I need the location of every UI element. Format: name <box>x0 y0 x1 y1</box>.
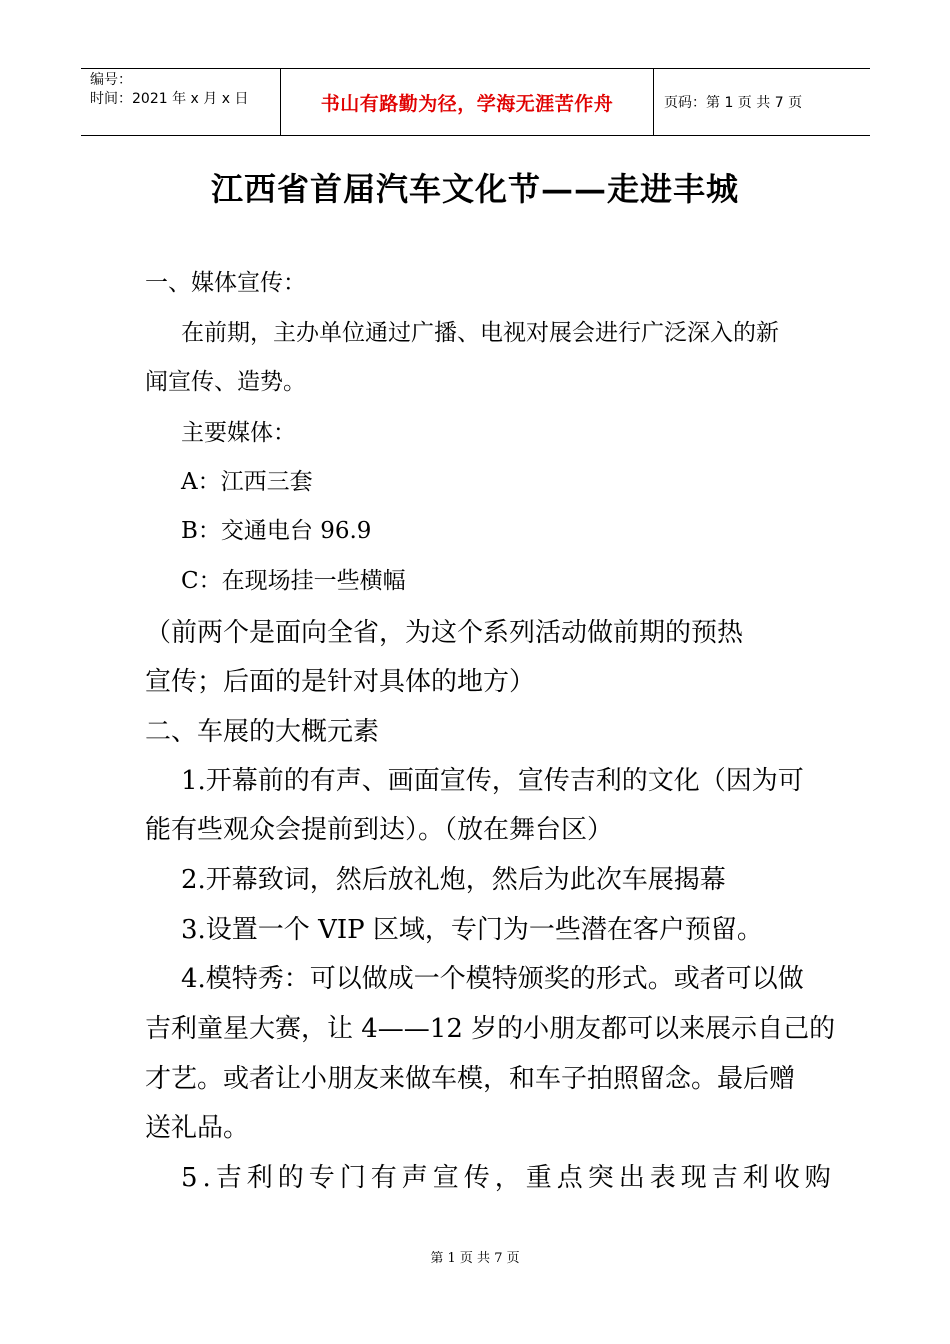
note-line-1: （前两个是面向全省，为这个系列活动做前期的预热 <box>145 618 744 648</box>
media-item-c: C：在现场挂一些横幅 <box>181 568 406 594</box>
header-page-label: 页码：第 1 页 共 7 页 <box>664 95 803 111</box>
item-1-line-1: 1.开幕前的有声、画面宣传，宣传吉利的文化（因为可 <box>181 766 804 796</box>
page-footer: 第 1 页 共 7 页 <box>430 1251 520 1266</box>
media-label: 主要媒体： <box>181 420 296 446</box>
item-4-line-2: 吉利童星大赛，让 4——12 岁的小朋友都可以来展示自己的 <box>145 1014 836 1044</box>
item-3: 3.设置一个 VIP 区域，专门为一些潜在客户预留。 <box>181 915 763 945</box>
header-table <box>81 68 870 136</box>
section-1-paragraph-line-1: 在前期，主办单位通过广播、电视对展会进行广泛深入的新 <box>181 320 779 346</box>
media-item-b: B：交通电台 96.9 <box>181 518 372 544</box>
item-4-line-1: 4.模特秀：可以做成一个模特颁奖的形式。或者可以做 <box>181 964 804 994</box>
item-4-line-3: 才艺。或者让小朋友来做车模，和车子拍照留念。最后赠 <box>145 1064 796 1094</box>
item-2: 2.开幕致词，然后放礼炮，然后为此次车展揭幕 <box>181 865 726 895</box>
item-4-line-4: 送礼品。 <box>145 1113 250 1143</box>
note-line-2: 宣传；后面的是针对具体的地方） <box>145 667 536 697</box>
section-2-heading: 二、车展的大概元素 <box>145 717 380 747</box>
item-1-line-2: 能有些观众会提前到达）。（放在舞台区） <box>145 815 614 845</box>
section-1-heading: 一、媒体宣传： <box>145 270 306 296</box>
header-time-label: 时间：2021 年 x 月 x 日 <box>90 91 249 107</box>
header-motto: 书山有路勤为径，学海无涯苦作舟 <box>281 69 654 135</box>
media-item-a: A：江西三套 <box>181 469 313 495</box>
header-number-label: 编号： <box>90 72 132 88</box>
header-meta-cell <box>81 69 281 135</box>
section-1-paragraph-line-2: 闻宣传、造势。 <box>145 369 306 395</box>
item-5-line-1: 5.吉利的专门有声宣传，重点突出表现吉利收购 <box>181 1163 836 1193</box>
document-title: 江西省首届汽车文化节——走进丰城 <box>210 170 739 208</box>
